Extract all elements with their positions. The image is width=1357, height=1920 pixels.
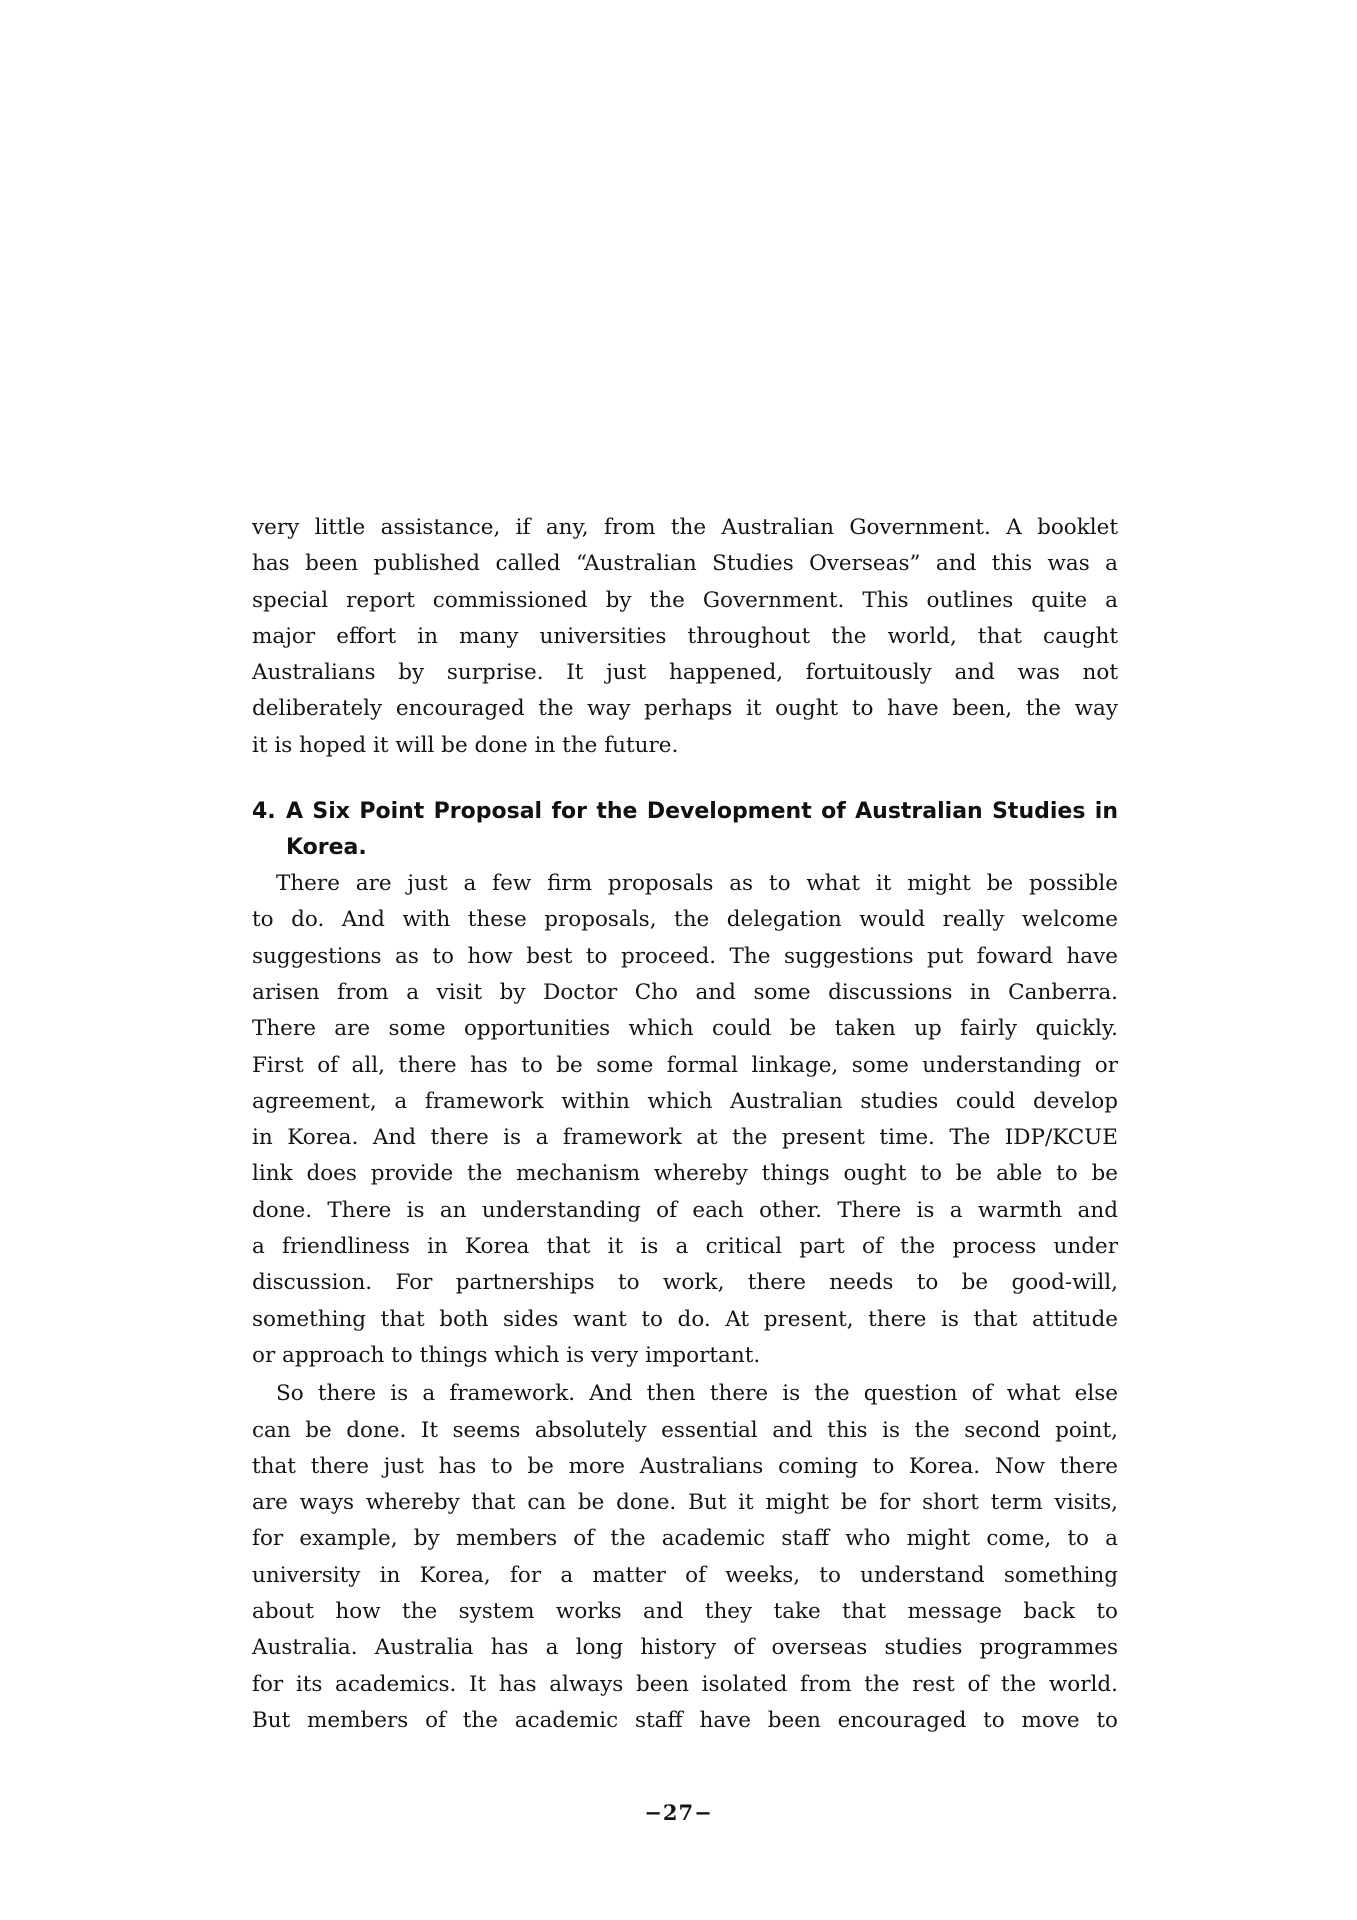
text-line: that there just has to be more Australians coming to Korea. Now there	[252, 1453, 1118, 1479]
text-line: But members of the academic staff have been encouraged to move to	[252, 1707, 1118, 1733]
text-line: university in Korea, for a matter of weeks, to understand something	[252, 1562, 1118, 1588]
text-line: about how the system works and they take that message back to	[252, 1599, 1118, 1625]
text-line: Australians by surprise. It just happened, fortuitously and was not	[252, 660, 1118, 686]
text-line: to do. And with these proposals, the delegation would really welcome	[252, 907, 1118, 933]
text-line: suggestions as to how best to proceed. The suggestions put foward have	[252, 943, 1118, 969]
text-line: So there is a framework. And then there is the question of what else	[276, 1381, 1118, 1407]
text-line: deliberately encouraged the way perhaps it ought to have been, the way	[252, 696, 1118, 722]
page-number: −27−	[644, 1800, 713, 1825]
text-line: arisen from a visit by Doctor Cho and some discussions in Canberra.	[252, 979, 1118, 1005]
paragraph-2	[252, 866, 1118, 1374]
text-line: for example, by members of the academic staff who might come, to a	[252, 1526, 1118, 1552]
text-line: it is hoped it will be done in the future.	[252, 732, 679, 758]
text-line: can be done. It seems absolutely essential and this is the second point,	[252, 1417, 1118, 1443]
text-line: major effort in many universities throughout the world, that caught	[252, 623, 1118, 649]
text-line: First of all, there has to be some formal linkage, some understanding or	[252, 1052, 1118, 1078]
text-line: very little assistance, if any, from the Australian Government. A booklet	[252, 515, 1118, 540]
text-line: special report commissioned by the Government. This outlines quite a	[252, 587, 1118, 613]
section-number: 4.	[252, 799, 276, 825]
paragraph-1	[252, 510, 1118, 764]
heading-line: A Six Point Proposal for the Development of Australian Studies in	[286, 799, 1118, 825]
text-line: discussion. For partnerships to work, there needs to be good-will,	[252, 1270, 1118, 1296]
text-line: done. There is an understanding of each other. There is a warmth and	[252, 1197, 1118, 1223]
text-line: for its academics. It has always been isolated from the rest of the world.	[252, 1671, 1118, 1697]
text-line: link does provide the mechanism whereby things ought to be able to be	[252, 1161, 1118, 1187]
text-line: a friendliness in Korea that it is a critical part of the process under	[252, 1234, 1118, 1260]
text-line: something that both sides want to do. At present, there is that attitude	[252, 1306, 1118, 1332]
text-line: agreement, a framework within which Australian studies could develop	[252, 1088, 1118, 1114]
heading-line: Korea.	[286, 835, 367, 861]
text-line: has been published called “Australian Studies Overseas” and this was a	[252, 551, 1118, 577]
text-line: There are just a few firm proposals as to what it might be possible	[276, 871, 1118, 897]
text-line: in Korea. And there is a framework at the present time. The IDP/KCUE	[252, 1125, 1118, 1151]
text-line: or approach to things which is very important.	[252, 1342, 761, 1368]
section-heading	[252, 794, 1118, 866]
paragraph-3	[252, 1376, 1118, 1739]
text-line: Australia. Australia has a long history of overseas studies programmes	[252, 1635, 1118, 1661]
text-line: are ways whereby that can be done. But it might be for short term visits,	[252, 1490, 1118, 1516]
body-text	[252, 510, 1118, 1739]
text-line: There are some opportunities which could be taken up fairly quickly.	[252, 1016, 1118, 1042]
